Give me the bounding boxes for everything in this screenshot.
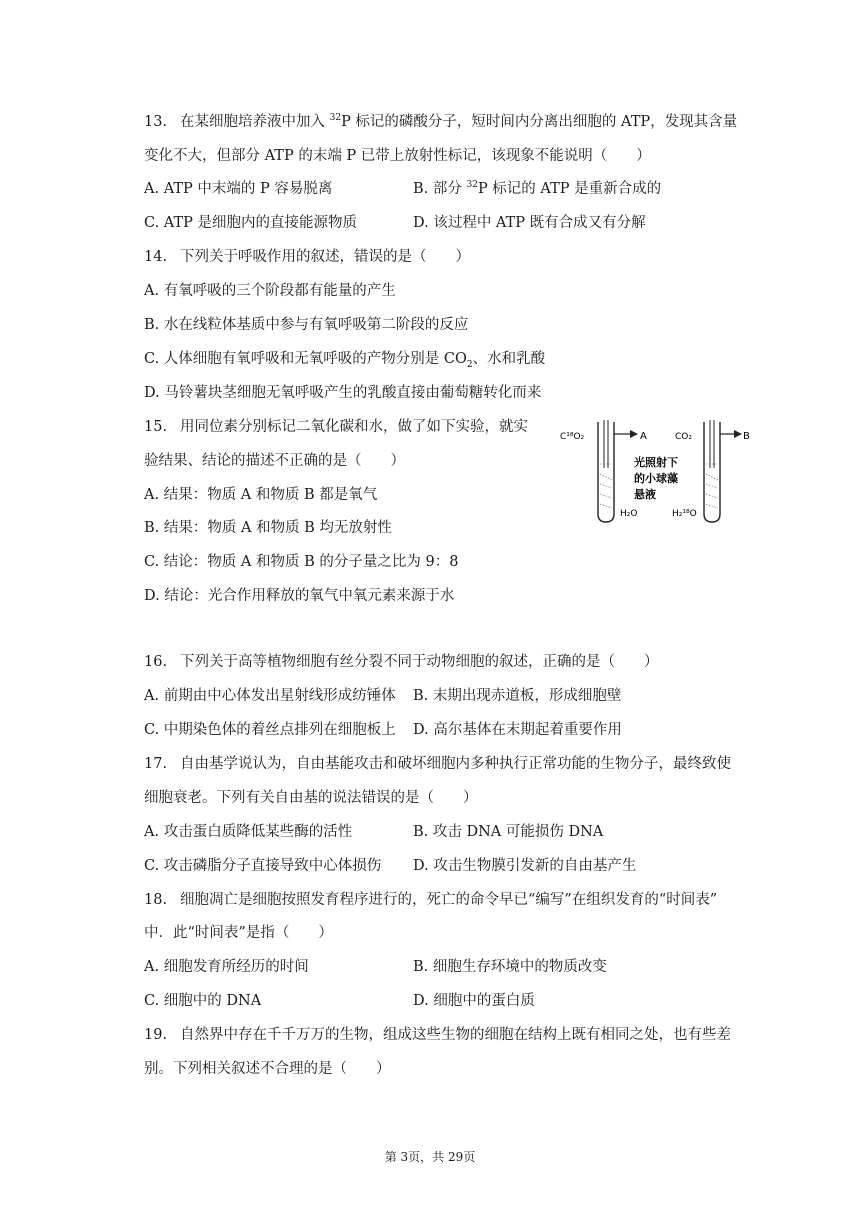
q17-option-d: D. 攻击生物膜引发新的自由基产生 bbox=[413, 858, 637, 874]
q17-option-b: B. 攻击 DNA 可能损伤 DNA bbox=[413, 824, 604, 840]
q17-stem-line1: 17. 自由基学说认为，自由基能攻击和破坏细胞内多种执行正常功能的生物分子，最终致使 bbox=[144, 756, 731, 772]
q13-option-c: C. ATP 是细胞内的直接能源物质 bbox=[144, 215, 358, 231]
left-water-label: H₂O bbox=[620, 509, 638, 519]
figure-label-line3: 悬液 bbox=[634, 488, 656, 501]
product-b-label: B bbox=[743, 431, 750, 442]
q17-stem-line2: 细胞衰老。下列有关自由基的说法错误的是（ ） bbox=[144, 790, 478, 806]
q13-option-b: B. 部分 $^{32}$P 标记的 ATP 是重新合成的 bbox=[413, 180, 662, 197]
q16-option-d: D. 高尔基体在末期起着重要作用 bbox=[413, 722, 622, 738]
figure-label-line1: 光照射下 bbox=[634, 456, 678, 469]
q15-option-b: B. 结果：物质 A 和物质 B 均无放射性 bbox=[144, 520, 392, 536]
q18-option-c: C. 细胞中的 DNA bbox=[144, 993, 262, 1009]
q15-option-d: D. 结论：光合作用释放的氧气中氧元素来源于水 bbox=[144, 588, 455, 604]
q19-number: 19. bbox=[144, 1027, 168, 1043]
q14-option-b: B. 水在线粒体基质中参与有氧呼吸第二阶段的反应 bbox=[144, 317, 469, 333]
q18-number: 18. bbox=[144, 892, 168, 908]
q18-option-d: D. 细胞中的蛋白质 bbox=[413, 993, 535, 1009]
q15-option-a: A. 结果：物质 A 和物质 B 都是氧气 bbox=[144, 487, 378, 503]
q16-stem: 16. 下列关于高等植物细胞有丝分裂不同于动物细胞的叙述，正确的是（ ） bbox=[144, 654, 659, 670]
q15-option-c: C. 结论：物质 A 和物质 B 的分子量之比为 9：8 bbox=[144, 554, 459, 570]
q14-option-a: A. 有氧呼吸的三个阶段都有能量的产生 bbox=[144, 283, 396, 299]
q18-stem-line1: 18. 细胞凋亡是细胞按照发育程序进行的，死亡的命令早已“编写”在组织发育的“时间表” bbox=[144, 892, 718, 908]
q17-option-c: C. 攻击磷脂分子直接导致中心体损伤 bbox=[144, 858, 382, 874]
q15-stem-line2: 验结果、结论的描述不正确的是（ ） bbox=[144, 453, 405, 469]
q14-option-c: C. 人体细胞有氧呼吸和无氧呼吸的产物分别是 $CO_2$、水和乳酸 bbox=[144, 351, 546, 370]
q18-option-b: B. 细胞生存环境中的物质改变 bbox=[413, 959, 607, 975]
q16-option-a: A. 前期由中心体发出星射线形成纺锤体 bbox=[144, 688, 396, 704]
figure-label-line2: 的小球藻 bbox=[634, 472, 678, 485]
q18-option-a: A. 细胞发育所经历的时间 bbox=[144, 959, 309, 975]
left-test-tube bbox=[598, 420, 638, 522]
q19-stem-line2: 别。下列相关叙述不合理的是（ ） bbox=[144, 1061, 391, 1077]
q17-option-a: A. 攻击蛋白质降低某些酶的活性 bbox=[144, 824, 353, 840]
q13-stem-line2: 变化不大，但部分 ATP 的末端 P 已带上放射性标记，该现象不能说明（ ） bbox=[144, 148, 651, 164]
q14-stem: 14. 下列关于呼吸作用的叙述，错误的是（ ） bbox=[144, 249, 470, 265]
q15-stem-line1: 15. 用同位素分别标记二氧化碳和水，做了如下实验，就实 bbox=[144, 419, 528, 435]
q16-option-b: B. 末期出现赤道板，形成细胞壁 bbox=[413, 688, 622, 704]
page-footer: 第 3页，共 29页 bbox=[384, 1150, 476, 1164]
q16-option-c: C. 中期染色体的着丝点排列在细胞板上 bbox=[144, 722, 396, 738]
q13-option-a: A. ATP 中末端的 P 容易脱离 bbox=[144, 181, 333, 197]
left-gas-label: C¹⁸O₂ bbox=[560, 432, 585, 442]
q15-experiment-figure bbox=[560, 418, 760, 526]
q16-number: 16. bbox=[144, 654, 168, 670]
q14-option-d: D. 马铃薯块茎细胞无氧呼吸产生的乳酸直接由葡萄糖转化而来 bbox=[144, 385, 542, 401]
q13-stem-line1: 13. 在某细胞培养液中加入 $^{32}$P 标记的磷酸分子，短时间内分离出细胞的 ATP，发现其含量 bbox=[144, 113, 738, 130]
q13-number: 13. bbox=[144, 114, 168, 130]
q15-number: 15. bbox=[144, 419, 168, 435]
q14-number: 14. bbox=[144, 249, 168, 265]
q17-number: 17. bbox=[144, 756, 168, 772]
right-water-label: H₂¹⁸O bbox=[672, 509, 697, 519]
q18-stem-line2: 中．此“时间表”是指（ ） bbox=[144, 925, 333, 941]
right-gas-label: CO₂ bbox=[675, 432, 692, 442]
product-a-label: A bbox=[640, 431, 647, 442]
q19-stem-line1: 19. 自然界中存在千千万万的生物，组成这些生物的细胞在结构上既有相同之处，也有些差 bbox=[144, 1027, 731, 1043]
q13-option-d: D. 该过程中 ATP 既有合成又有分解 bbox=[413, 215, 646, 231]
right-test-tube bbox=[704, 420, 742, 522]
